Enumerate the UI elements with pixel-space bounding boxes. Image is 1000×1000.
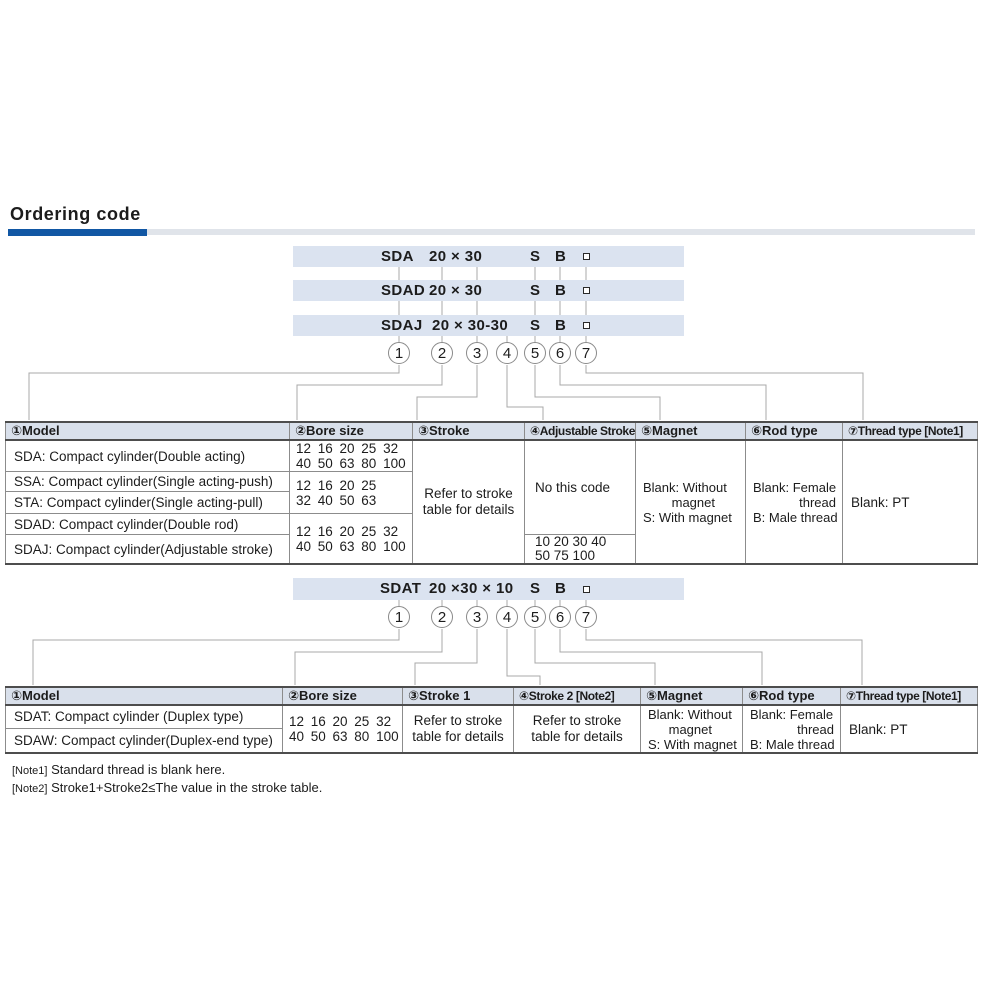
header-bore-size: ②Bore size — [290, 422, 413, 440]
header-rod-type: ⑥Rod type — [743, 687, 841, 705]
stroke-cell — [413, 440, 525, 564]
header-model: ①Model — [6, 687, 283, 705]
header-thread-type: ⑦Thread type [Note1] — [843, 422, 978, 440]
stroke1-cell — [403, 705, 514, 753]
model-sdat: SDAT: Compact cylinder (Duplex type) — [6, 705, 283, 728]
rod-line: thread — [799, 494, 836, 510]
title-accent-bar — [8, 229, 147, 236]
code-bore-stroke: 20 ×30 × 10 — [429, 580, 514, 597]
magnet-line: magnet — [671, 494, 715, 510]
table-header-row — [6, 687, 978, 705]
header-thread-type: ⑦Thread type [Note1] — [841, 687, 978, 705]
callout-circle-3: 3 — [466, 342, 488, 364]
rod-line: thread — [797, 721, 834, 737]
bore-size-sdad-sdaj — [290, 514, 413, 565]
code-rod: B — [555, 317, 567, 334]
bore-line: 40 50 63 80 100 — [289, 729, 399, 744]
callout-circle-5: 5 — [524, 606, 546, 628]
stroke-line: table for details — [412, 729, 504, 744]
code-bar-sdaj — [293, 315, 684, 336]
callout-circle-7: 7 — [575, 606, 597, 628]
header-adjustable-stroke: ④Adjustable Stroke — [525, 422, 636, 440]
callout-circle-6: 6 — [549, 342, 571, 364]
header-magnet: ⑤Magnet — [641, 687, 743, 705]
code-rod: B — [555, 580, 567, 597]
adjustable-stroke-values — [525, 535, 636, 565]
bore-line: 12 16 20 25 32 — [296, 441, 399, 456]
thread-type-box-icon — [583, 322, 590, 329]
bore-line: 12 16 20 25 — [296, 477, 377, 493]
header-stroke: ③Stroke — [413, 422, 525, 440]
magnet-line: Blank: Without — [643, 479, 727, 495]
stroke-line: table for details — [422, 502, 515, 517]
model-sdaj: SDAJ: Compact cylinder(Adjustable stroke) — [6, 535, 290, 565]
callout-circle-3: 3 — [466, 606, 488, 628]
ordering-table-duplex — [5, 686, 978, 754]
stroke2-cell — [514, 705, 641, 753]
stroke-line: Refer to stroke — [424, 486, 513, 501]
model-sda: SDA: Compact cylinder(Double acting) — [6, 440, 290, 472]
callout-circle-4: 4 — [496, 342, 518, 364]
code-model: SDA — [381, 248, 414, 265]
code-magnet: S — [530, 248, 541, 265]
stroke-line: Refer to stroke — [413, 713, 503, 728]
rod-line: Blank: Female — [753, 479, 837, 495]
code-bore-stroke: 20 × 30 — [429, 248, 483, 265]
magnet-line: Blank: Without — [648, 706, 732, 722]
bore-line: 12 16 20 25 32 — [289, 714, 392, 729]
thread-type-box-icon — [583, 586, 590, 593]
title-rule — [147, 229, 975, 235]
footnote-text: Standard thread is blank here. — [47, 762, 226, 777]
bore-line: 40 50 63 80 100 — [296, 456, 406, 471]
footnote-1 — [12, 762, 225, 779]
header-magnet: ⑤Magnet — [636, 422, 746, 440]
magnet-line: magnet — [668, 721, 712, 737]
code-bar-sda — [293, 246, 684, 267]
bore-line: 32 40 50 63 — [296, 492, 377, 508]
code-bar-sdat — [293, 578, 684, 600]
header-rod-type: ⑥Rod type — [746, 422, 843, 440]
code-bar-sdad — [293, 280, 684, 301]
footnote-tag: [Note2] — [12, 783, 48, 795]
header-bore-size: ②Bore size — [283, 687, 403, 705]
code-rod: B — [555, 248, 567, 265]
code-model: SDAT — [380, 580, 422, 597]
ordering-table-single — [5, 421, 978, 565]
table-row — [6, 705, 978, 728]
footnote-2 — [12, 780, 322, 797]
bore-size-ssa-sta — [290, 472, 413, 514]
magnet-cell — [636, 440, 746, 564]
rod-line: Blank: Female — [750, 706, 834, 722]
callout-circle-5: 5 — [524, 342, 546, 364]
code-bore-stroke: 20 × 30 — [429, 282, 483, 299]
code-bore-stroke: 20 × 30-30 — [432, 317, 509, 334]
header-stroke2: ④Stroke 2 [Note2] — [514, 687, 641, 705]
footnote-text: Stroke1+Stroke2≤The value in the stroke table. — [47, 780, 323, 795]
table-header-row — [6, 422, 978, 440]
rod-type-cell — [743, 705, 841, 753]
code-magnet: S — [530, 317, 541, 334]
bore-line: 40 50 63 80 100 — [296, 538, 406, 554]
table-row — [6, 440, 978, 472]
callout-circle-2: 2 — [431, 606, 453, 628]
bore-size-sda — [290, 440, 413, 472]
code-model: SDAD — [381, 282, 426, 299]
callout-circle-1: 1 — [388, 342, 410, 364]
magnet-cell — [641, 705, 743, 753]
page-title: Ordering code — [10, 204, 141, 224]
footnote-tag: [Note1] — [12, 765, 48, 777]
code-model: SDAJ — [381, 317, 423, 334]
rod-line: B: Male thread — [753, 509, 838, 525]
code-magnet: S — [530, 580, 541, 597]
header-stroke1: ③Stroke 1 — [403, 687, 514, 705]
model-ssa: SSA: Compact cylinder(Single acting-push) — [6, 472, 290, 492]
magnet-line: S: With magnet — [643, 509, 732, 525]
code-magnet: S — [530, 282, 541, 299]
bore-line: 12 16 20 25 32 — [296, 523, 399, 539]
adjustable-line: 10 20 30 40 — [535, 534, 607, 549]
callout-circle-4: 4 — [496, 606, 518, 628]
callout-circle-7: 7 — [575, 342, 597, 364]
magnet-line: S: With magnet — [648, 736, 737, 752]
thread-type-box-icon — [583, 253, 590, 260]
rod-type-cell — [746, 440, 843, 564]
thread-type-cell: Blank: PT — [841, 705, 978, 753]
model-sdad: SDAD: Compact cylinder(Double rod) — [6, 514, 290, 535]
stroke-line: Refer to stroke — [532, 713, 622, 728]
bore-size-cell — [283, 705, 403, 753]
model-sta: STA: Compact cylinder(Single acting-pull) — [6, 492, 290, 514]
rod-line: B: Male thread — [750, 736, 835, 752]
thread-type-box-icon — [583, 287, 590, 294]
callout-circle-1: 1 — [388, 606, 410, 628]
code-rod: B — [555, 282, 567, 299]
thread-type-cell: Blank: PT — [843, 440, 978, 564]
adjustable-line: 50 75 100 — [535, 548, 596, 563]
stroke-line: table for details — [531, 729, 623, 744]
adjustable-stroke-none: No this code — [525, 440, 636, 535]
model-sdaw: SDAW: Compact cylinder(Duplex-end type) — [6, 728, 283, 753]
callout-circle-6: 6 — [549, 606, 571, 628]
callout-circle-2: 2 — [431, 342, 453, 364]
header-model: ①Model — [6, 422, 290, 440]
